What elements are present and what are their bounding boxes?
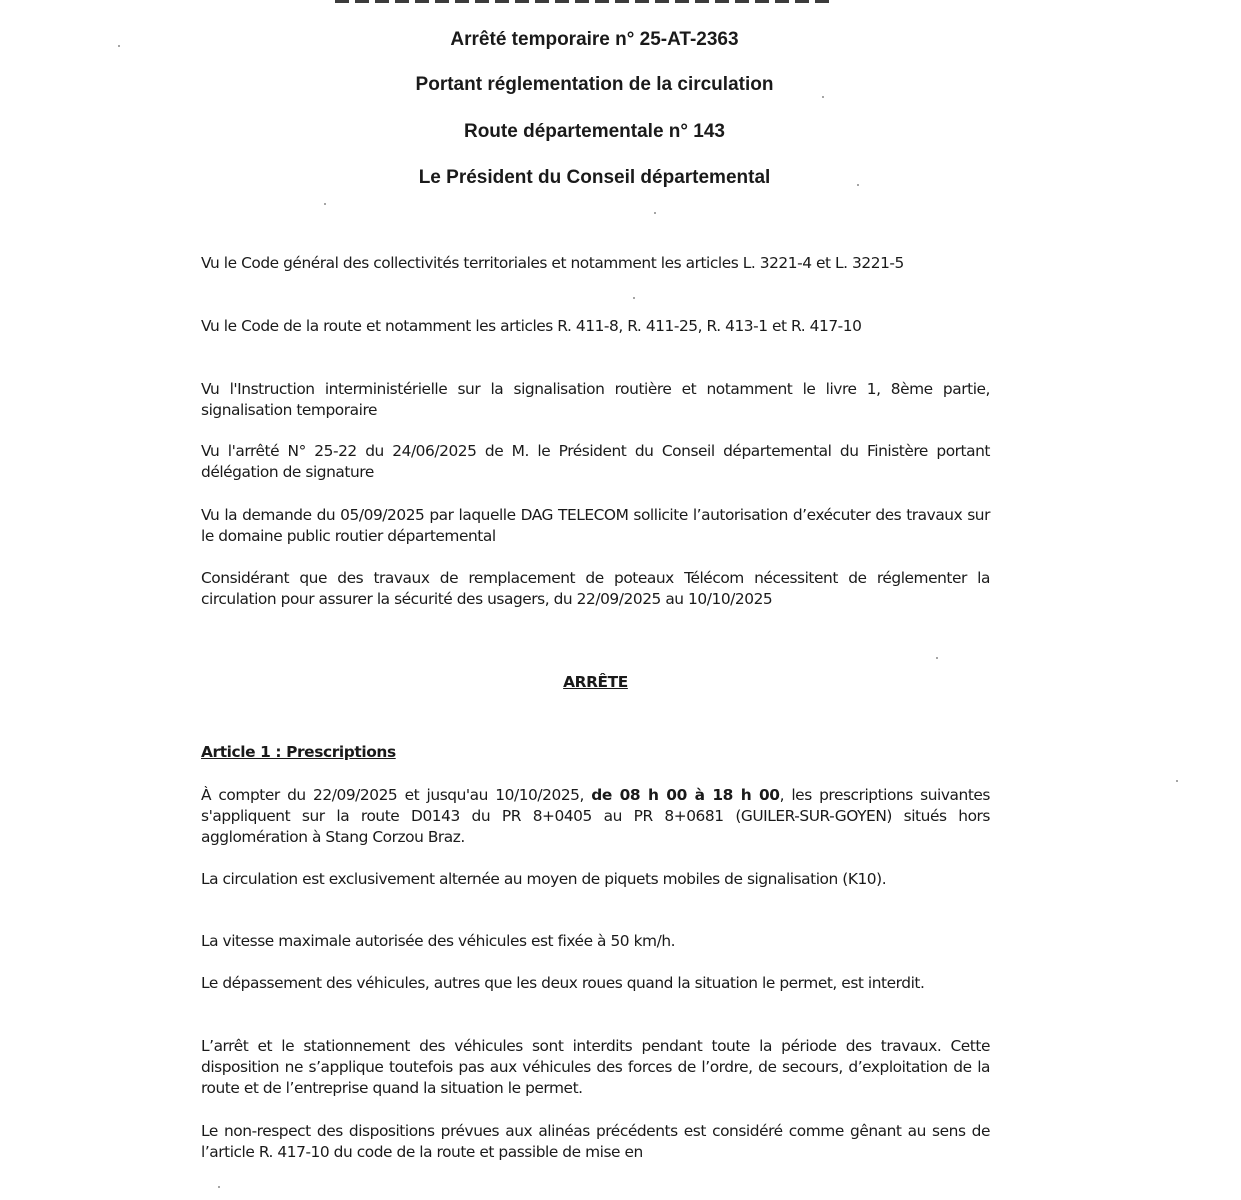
scan-speck [654, 212, 656, 214]
authority-title: Le Président du Conseil départemental [418, 167, 771, 188]
article-1-hours: de 08 h 00 à 18 h 00 [591, 786, 780, 804]
scan-speck [118, 45, 120, 47]
consideration-code-route: Vu le Code de la route et notamment les articles R. 411-8, R. 411-25, R. 413-1 et R. 417-10 [201, 317, 862, 335]
road-title: Route départementale n° 143 [463, 121, 725, 142]
scan-speck [857, 184, 859, 186]
article-1-non-compliance: Le non-respect des dispositions prévues aux alinéas précédents est considéré comme gênant au sens de l’article R. 417-10 du code de la route et passible de mise en [201, 1122, 990, 1161]
scan-speck [633, 297, 635, 299]
scan-speck [1176, 780, 1178, 782]
article-1-intro-end: , les prescriptions suivantes s'appliquent sur la route D0143 du PR 8+0405 au PR 8+0681 (GUILER-SUR-GOYEN) situés hors agglomération à Stang Corzou Braz. [201, 786, 991, 846]
article-1-speed-limit: La vitesse maximale autorisée des véhicules est fixée à 50 km/h. [201, 932, 676, 950]
cropped-heading-line [335, 0, 835, 3]
scan-speck [218, 1186, 220, 1188]
consideration-cgct: Vu le Code général des collectivités territoriales et notamment les articles L. 3221-4 et L. 3221-5 [201, 254, 904, 272]
article-1-parking: L’arrêt et le stationnement des véhicules sont interdits pendant toute la période des travaux. Cette disposition ne s’applique toutefois pas aux véhicules des forces de l’ordre, de secours, d’exploitation de la route et de l’entreprise quand la situation le permet. [201, 1037, 990, 1097]
scan-speck [822, 96, 824, 98]
article-1-title: Article 1 : Prescriptions [201, 743, 396, 761]
scan-speck [324, 203, 326, 205]
article-1-overtaking: Le dépassement des véhicules, autres que les deux roues quand la situation le permet, est interdit. [201, 974, 925, 992]
decree-number-title: Arrêté temporaire n° 25-AT-2363 [450, 29, 739, 50]
consideration-works: Considérant que des travaux de remplacement de poteaux Télécom nécessitent de réglementer la circulation pour assurer la sécurité des usagers, du 22/09/2025 au 10/10/2025 [201, 569, 990, 608]
scan-speck [936, 657, 938, 659]
consideration-instruction: Vu l'Instruction interministérielle sur la signalisation routière et notamment le livre 1, 8ème partie, signalisation temporaire [201, 380, 990, 419]
decision-heading: ARRÊTE [563, 673, 628, 691]
article-1-intro [201, 785, 990, 848]
consideration-delegation: Vu l'arrêté N° 25-22 du 24/06/2025 de M. le Président du Conseil départemental du Finistère portant délégation de signature [201, 442, 990, 481]
article-1-alternating-traffic: La circulation est exclusivement alternée au moyen de piquets mobiles de signalisation (K10). [201, 870, 887, 888]
consideration-request: Vu la demande du 05/09/2025 par laquelle DAG TELECOM sollicite l’autorisation d’exécuter des travaux sur le domaine public routier départemental [201, 506, 990, 545]
decree-subject-title: Portant réglementation de la circulation [415, 74, 774, 95]
article-1-intro-start: À compter du 22/09/2025 et jusqu'au 10/10/2025, [201, 786, 592, 804]
